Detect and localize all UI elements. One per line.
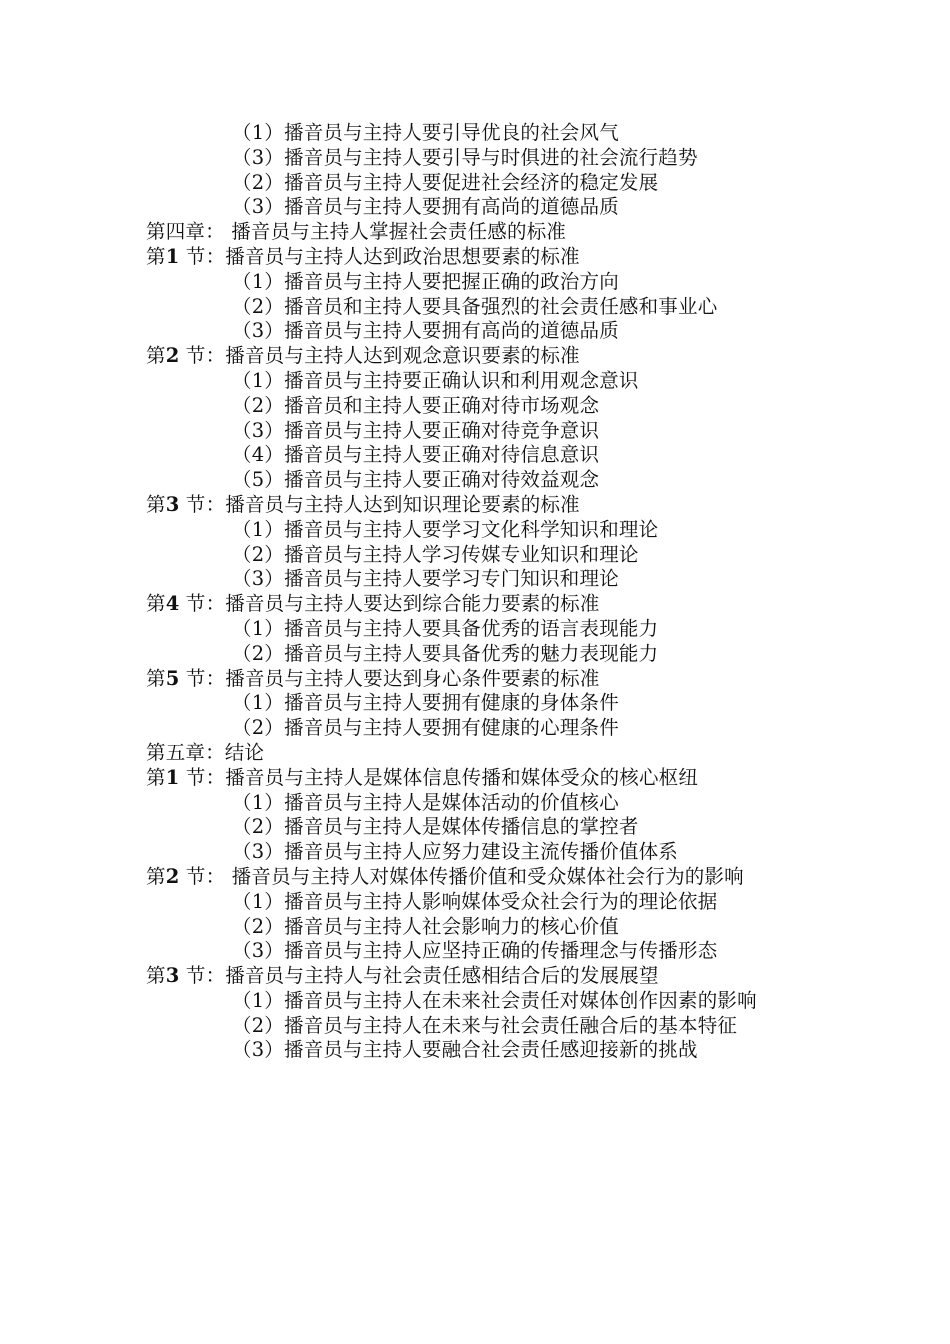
heading-title: 节： 播音员与主持人对媒体传播价值和受众媒体社会行为的影响 [179,864,744,888]
outline-heading: 第四章： 播音员与主持人掌握社会责任感的标准 [146,220,567,244]
heading-title: 节：播音员与主持人达到观念意识要素的标准 [179,344,580,368]
section-number: 2 [165,344,180,368]
outline-subitem: （3）播音员与主持人要融合社会责任感迎接新的挑战 [232,1038,698,1062]
heading-prefix: 第 [146,666,166,690]
outline-subitem: （1）播音员与主持人要具备优秀的语言表现能力 [232,616,659,640]
outline-heading [146,245,814,270]
outline-subitem: （2）播音员与主持人是媒体传播信息的掌控者 [232,815,639,839]
outline-subitem: （2）播音员和主持人要正确对待市场观念 [232,393,600,417]
outline-subitem: （3）播音员与主持人要学习专门知识和理论 [232,567,619,591]
heading-prefix: 第 [146,964,166,988]
outline-subitem: （4）播音员与主持人要正确对待信息意识 [232,443,600,467]
heading-title: 节：播音员与主持人要达到综合能力要素的标准 [179,592,600,616]
heading-title: 节：播音员与主持人与社会责任感相结合后的发展展望 [179,964,659,988]
section-number: 5 [165,666,180,690]
heading-prefix: 第 [146,765,166,789]
outline-subitem: （2）播音员与主持人学习传媒专业知识和理论 [232,542,639,566]
outline-subitem: （1）播音员与主持人在未来社会责任对媒体创作因素的影响 [232,988,757,1012]
outline-subitem: （1）播音员与主持人要学习文化科学知识和理论 [232,517,659,541]
outline-subitem: （3）播音员与主持人要拥有高尚的道德品质 [232,195,619,219]
section-number: 2 [165,864,180,888]
outline-heading [146,493,814,518]
heading-title: 节：播音员与主持人是媒体信息传播和媒体受众的核心枢纽 [179,765,699,789]
outline-subitem: （1）播音员与主持人是媒体活动的价值核心 [232,790,619,814]
outline-heading [146,964,814,989]
outline-subitem: （3）播音员与主持人要正确对待竞争意识 [232,418,600,442]
outline-subitem: （2）播音员与主持人社会影响力的核心价值 [232,914,619,938]
heading-prefix: 第 [146,492,166,516]
heading-prefix: 第 [146,244,166,268]
outline-heading [146,865,814,890]
outline-subitem: （1）播音员与主持人要把握正确的政治方向 [232,269,619,293]
heading-title: 节：播音员与主持人要达到身心条件要素的标准 [179,666,600,690]
outline-heading: 第五章：结论 [146,740,265,764]
outline-subitem: （1）播音员与主持人影响媒体受众社会行为的理论依据 [232,889,718,913]
outline-subitem: （3）播音员与主持人要拥有高尚的道德品质 [232,319,619,343]
table-of-contents [146,121,814,1063]
outline-subitem: （2）播音员与主持人在未来与社会责任融合后的基本特征 [232,1013,738,1037]
outline-subitem: （2）播音员与主持人要促进社会经济的稳定发展 [232,170,659,194]
outline-heading [146,344,814,369]
section-number: 4 [165,592,180,616]
outline-subitem: （2）播音员与主持人要拥有健康的心理条件 [232,716,619,740]
heading-prefix: 第 [146,864,166,888]
outline-subitem: （1）播音员与主持人要引导优良的社会风气 [232,121,619,144]
outline-heading [146,592,814,617]
heading-prefix: 第 [146,592,166,616]
section-number: 3 [165,964,180,988]
outline-subitem: （5）播音员与主持人要正确对待效益观念 [232,468,600,492]
outline-subitem: （3）播音员与主持人应坚持正确的传播理念与传播形态 [232,939,718,963]
outline-subitem: （1）播音员与主持人要拥有健康的身体条件 [232,691,619,715]
heading-title: 节：播音员与主持人达到知识理论要素的标准 [179,492,580,516]
outline-subitem: （2）播音员和主持人要具备强烈的社会责任感和事业心 [232,294,718,318]
heading-prefix: 第 [146,344,166,368]
section-number: 1 [165,765,180,789]
outline-subitem: （1）播音员与主持要正确认识和利用观念意识 [232,368,639,392]
section-number: 1 [165,244,180,268]
heading-title: 节：播音员与主持人达到政治思想要素的标准 [179,244,580,268]
section-number: 3 [165,492,180,516]
outline-heading [146,766,814,791]
outline-subitem: （3）播音员与主持人要引导与时俱进的社会流行趋势 [232,145,698,169]
outline-heading [146,667,814,692]
outline-subitem: （2）播音员与主持人要具备优秀的魅力表现能力 [232,641,659,665]
outline-subitem: （3）播音员与主持人应努力建设主流传播价值体系 [232,840,679,864]
